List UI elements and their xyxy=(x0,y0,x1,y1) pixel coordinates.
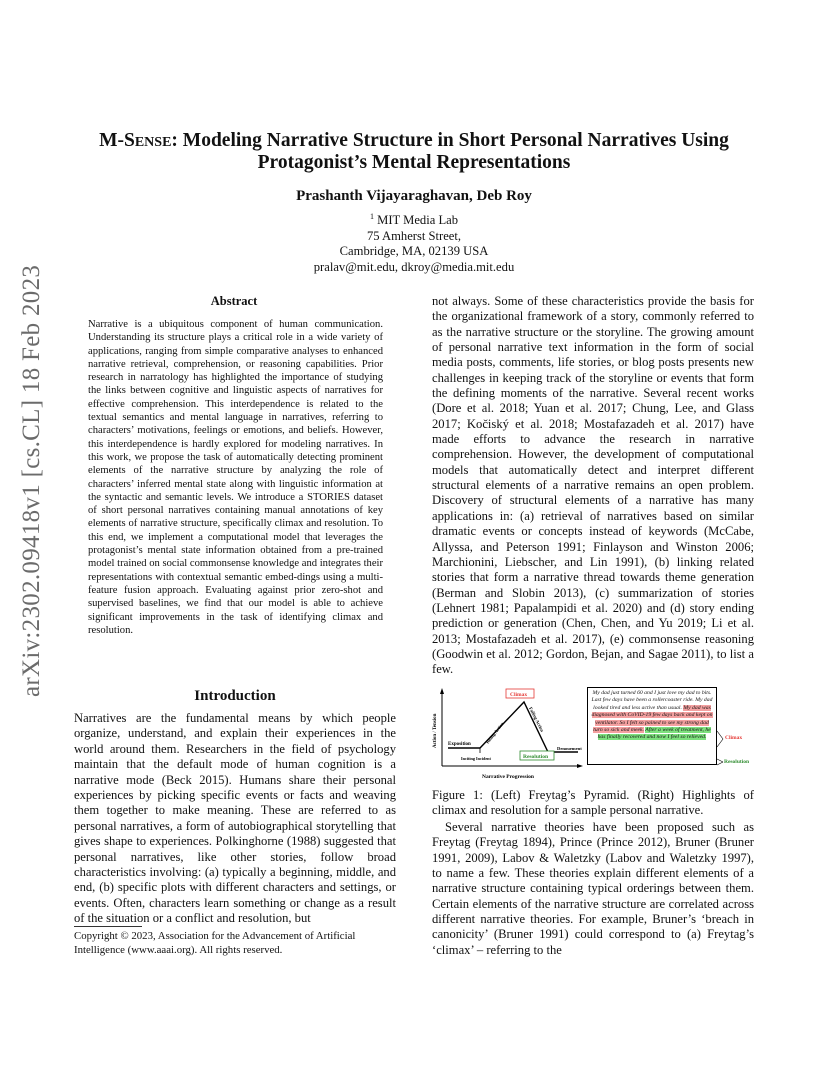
story-box xyxy=(587,687,717,765)
footnote-rule xyxy=(74,926,142,927)
introduction-body: Narratives are the fundamental means by which people organize, understand, and explain their experiences in the world around them. Researchers in the field of psychology maintain that the default mode of human cognition is a narrative mode (Beck 2015). Humans share their personal experiences by picking specific events or facts and weaving them together to make meaning. These are referred to as personal narratives, a form of autobiographical storytelling that gives shape to experiences. Polkinghorne (1988) suggested that personal narratives, like other stories, follow broad characteristics involving: (a) typically a beginning, middle, and end, (b) specific plots with different characters and settings, or events. Often, characters learn something or change as a result of the situation or a conflict and resolution, but xyxy=(74,711,396,926)
denouement-label: Denouement xyxy=(557,746,582,751)
right-column-text-2: Several narrative theories have been proposed such as Freytag (Freytag 1894), Prince (Prince 2012), Bruner (Bruner 1991, 2009), Labov & Waletzky (Labov and Waletzky 1997), to name a few. These theories explain different elements of a narrative structure containing typical orderings between them. Certain elements of the narrative structure are correlated across different narrative theories. For example, Bruner’s ‘breach in canonicity’ (Bruner 1991) could correspond to (a) Freytag’s ‘climax’ – referring to the xyxy=(432,820,754,957)
exposition-label: Exposition xyxy=(448,742,471,747)
paper-authors: Prashanth Vijayaraghavan, Deb Roy xyxy=(296,188,532,204)
abstract-heading: Abstract xyxy=(210,294,258,308)
narrative-highlight-figure xyxy=(587,687,761,785)
y-axis-arrow xyxy=(440,688,444,694)
story-resolution-highlight: After a week of treatment, he has finally recovered and now I feel so relieved. xyxy=(597,727,711,741)
inciting-incident-label: Inciting Incident xyxy=(461,756,491,761)
x-axis-label: Narrative Progression xyxy=(482,774,534,780)
affiliation-emails: pralav@mit.edu, dkroy@media.mit.edu xyxy=(313,259,515,274)
resolution-side-label: Resolution xyxy=(724,759,750,765)
climax-label: Climax xyxy=(510,692,528,698)
affiliation xyxy=(0,209,828,275)
abstract-body: Narrative is a ubiquitous component of human communication. Understanding its structure plays a critical role in a wide variety of applications, ranging from simple comparative analyses to enhanced narrative retrieval, comprehension, or reasoning capabilities. Prior research in narratology has highlighted the importance of studying the links between cognitive and linguistic aspects of narratives for effective comprehension. This interdependence is related to the textual semantics and mental language in narratives, referring to characters’ motivations, feelings or emotions, and beliefs. However, this interdependence is hardly explored for modeling narratives. In this work, we propose the task of automatically detecting prominent elements of the narrative structure by analyzing the role of characters’ inferred mental state along with linguistic information at the syntactic and semantic levels. We introduce a STORIES dataset of short personal narratives containing manual annotations of key elements of narrative structure, specifically climax and resolution. To this end, we implement a computational model that leverages the protagonist’s mental state information obtained from a pre-trained model trained on social commonsense knowledge and integrates their representations with contextual semantic embed-dings using a multi-feature fusion approach. Evaluating against prior zero-shot and supervised baselines, we find that our model is able to achieve significant improvements in the task of identifying climax and resolution. xyxy=(88,319,383,636)
x-axis-arrow xyxy=(577,764,583,768)
climax-side-label: Climax xyxy=(725,735,743,741)
falling-action-label: Falling Action xyxy=(528,706,545,733)
rising-action-label: Rising Action xyxy=(484,721,505,745)
arxiv-side-stamp: arXiv:2302.09418v1 [cs.CL] 18 Feb 2023 xyxy=(18,264,45,697)
freytag-pyramid-figure xyxy=(428,686,586,781)
story-plain-text: My dad just turned 60 and I just love my dad to bits. Last few days have been a rollercoaster ride. My dad looked tired and less active than usual. xyxy=(591,690,713,711)
affiliation-city: Cambridge, MA, 02139 USA xyxy=(339,244,489,259)
figure-caption: Figure 1: (Left) Freytag’s Pyramid. (Right) Highlights of climax and resolution for a sample personal narrative. xyxy=(432,788,754,818)
model-name: M-Sense xyxy=(99,130,172,151)
affiliation-street: 75 Amherst Street, xyxy=(366,228,462,243)
story-climax-highlight: My dad was diagnosed with CoVID-19 few days back and kept on ventilator. So I felt so pained to see my strong dad turn so sick and meek. xyxy=(591,704,713,734)
introduction-heading: Introduction xyxy=(194,688,276,704)
right-column-text: not always. Some of these characteristics provide the basis for the organizational framework of a story, commonly referred to as the narrative structure or the storyline. The growing amount of personal narrative text information in the form of social media posts, comments, life stories, or blog posts presents new challenges in keeping track of the storyline or events that form the defining moments of the narrative. Several recent works (Dore et al. 2018; Yuan et al. 2017; Chung, Lee, and Glass 2017; Kočiský et al. 2018; Mostafazadeh et al. 2017) have made efforts to advance the research in narrative comprehension. However, the development of computational models that automatically detect and interpret different structural elements of a narrative remains an open problem. Discovery of structural elements of a narrative has many applications in: (a) retrieval of narratives based on similar dramatic events or concepts instead of keywords (McCabe, Allyssa, and Peterson 1991; Finlayson and Winston 2006; Marchionini, Liebscher, and Lin 1991), (b) linking related stories that form a narrative thread towards theme generation (Berman and Slobin 2013), (c) summarization of stories (Lehnert 1981; Papalampidi et al. 2020) and (d) story ending prediction or generation (Chen, Chen, and Yu 2019; Li et al. 2013; Mostafazadeh et al. 2017), (e) commonsense reasoning (Goodwin et al. 2012; Gordon, Bejan, and Sagae 2011), to list a few. xyxy=(432,294,754,677)
affiliation-sup: 1 xyxy=(369,212,374,221)
resolution-label: Resolution xyxy=(523,754,549,760)
y-axis-label: Action / Tension xyxy=(433,713,438,748)
copyright-footnote: Copyright © 2023, Association for the Advancement of Artificial Intelligence (www.aaai.org). All rights reserved. xyxy=(74,930,356,956)
paper-title: M-Sense: Modeling Narrative Structure in Short Personal Narratives Using Protagonist’s Mental Representations xyxy=(99,130,729,173)
affiliation-lab: MIT Media Lab xyxy=(377,213,459,228)
